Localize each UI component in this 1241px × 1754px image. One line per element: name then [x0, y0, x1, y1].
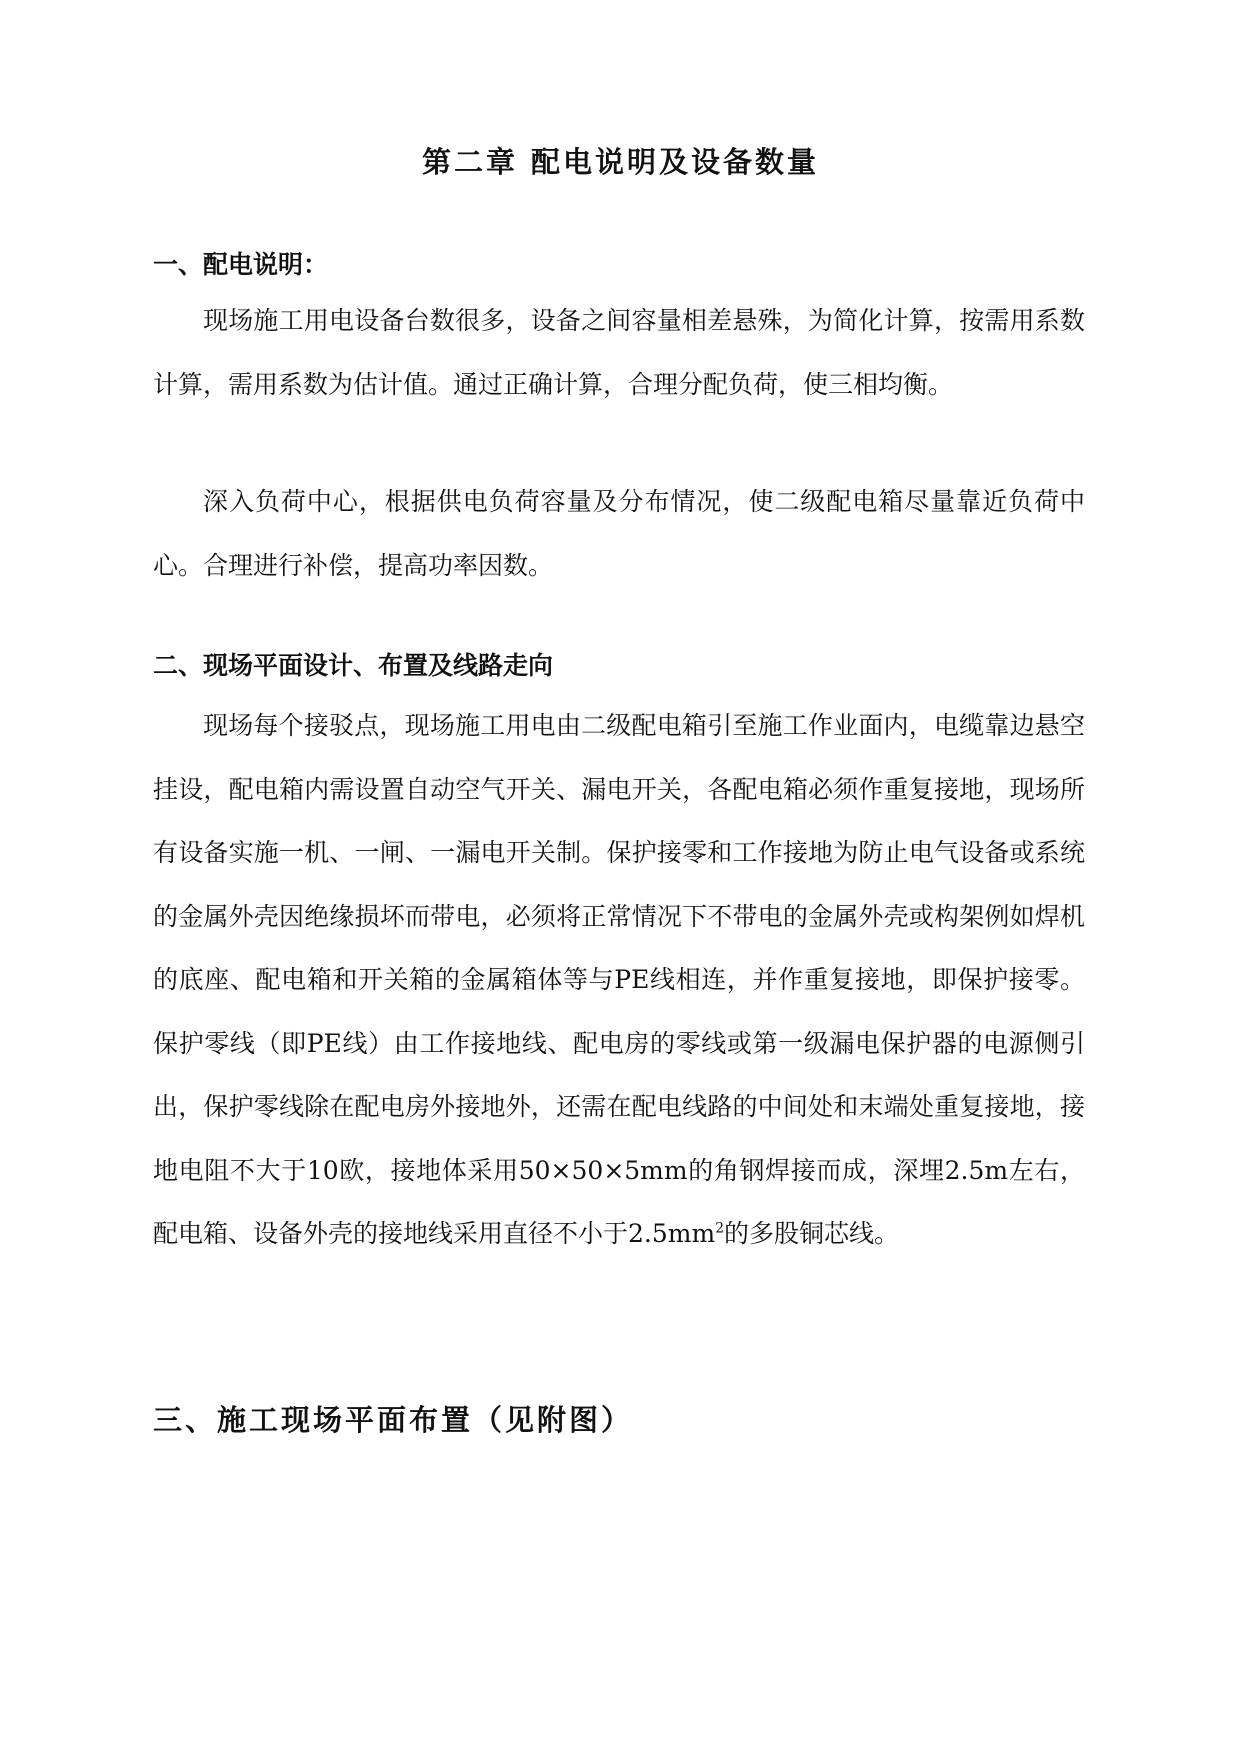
paragraph-load-calculation: 现场施工用电设备台数很多，设备之间容量相差悬殊，为简化计算，按需用系数计算，需用系数为估计值。通过正确计算，合理分配负荷，使三相均衡。 — [153, 306, 1085, 399]
paragraph-grounding-details — [153, 694, 1085, 1266]
section-heading-site-layout: 二、现场平面设计、布置及线路走向 — [153, 651, 554, 680]
paragraph-grounding-text: 现场每个接驳点，现场施工用电由二级配电箱引至施工作业面内，电缆靠边悬空挂设，配电箱内需设置自动空气开关、漏电开关，各配电箱必须作重复接地，现场所有设备实施一机、一闸、一漏电开关制。保护接零和工作接地为防止电气设备或系统的金属外壳因绝缘损坏而带电，必须将正常情况下不带电的金属外壳或构架例如焊机的底座、配电箱和开关箱的金属箱体等与PE线相连，并作重复接地，即保护接零。保护零线（即PE线）由工作接地线、配电房的零线或第一级漏电保护器的电源侧引出，保护零线除在配电房外接地外，还需在配电线路的中间处和末端处重复接地，接地电阻不大于10欧，接地体采用50×50×5mm的角钢焊接而成，深埋2.5m左右，配电箱、设备外壳的接地线采用直径不小于2.5mm — [153, 711, 1085, 1248]
section-heading-site-plan: 三、施工现场平面布置（见附图） — [153, 1403, 634, 1437]
chapter-title: 第二章 配电说明及设备数量 — [421, 145, 820, 179]
superscript-squared: 2 — [715, 1220, 724, 1237]
paragraph-load-center: 深入负荷中心，根据供电负荷容量及分布情况，使二级配电箱尽量靠近负荷中心。合理进行补偿，提高功率因数。 — [153, 487, 1085, 580]
section-heading-distribution-notes: 一、配电说明： — [153, 250, 329, 279]
paragraph-grounding-tail: 的多股铜芯线。 — [723, 1219, 899, 1248]
